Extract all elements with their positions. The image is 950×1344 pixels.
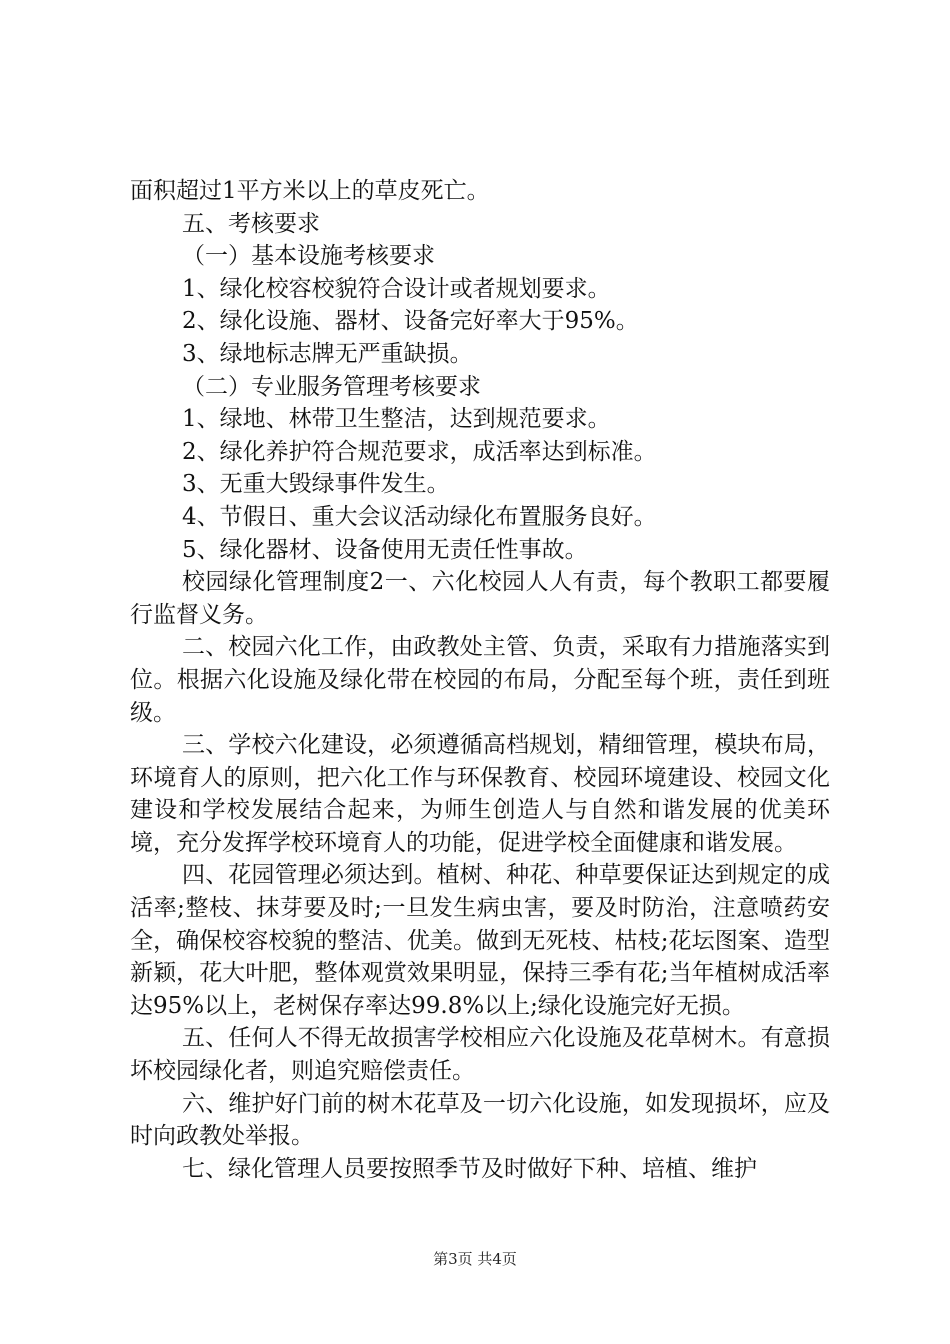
paragraph: 五、考核要求 [182, 210, 320, 237]
paragraph: 3、无重大毁绿事件发生。 [182, 471, 450, 498]
paragraph: 三、学校六化建设，必须遵循高档规划，精细管理，模块布局，环境育人的原则，把六化工作与环保教育、校园环境建设、校园文化建设和学校发展结合起来，为师生创造人与自然和谐发展的优美环境，充分发挥学校环境育人的功能，促进学校全面健康和谐发展。 [130, 732, 830, 856]
document-body [130, 175, 830, 1185]
paragraph: 1、绿化校容校貌符合设计或者规划要求。 [182, 275, 611, 302]
paragraph: 2、绿化养护符合规范要求，成活率达到标准。 [182, 438, 657, 465]
paragraph: 3、绿地标志牌无严重缺损。 [182, 340, 473, 367]
paragraph: 5、绿化器材、设备使用无责任性事故。 [182, 536, 588, 563]
paragraph: 2、绿化设施、器材、设备完好率大于95%。 [182, 308, 639, 335]
paragraph: （二）专业服务管理考核要求 [182, 373, 481, 400]
paragraph: 七、绿化管理人员要按照季节及时做好下种、培植、维护 [182, 1155, 757, 1182]
paragraph: （一）基本设施考核要求 [182, 243, 435, 270]
paragraph: 4、节假日、重大会议活动绿化布置服务良好。 [182, 503, 657, 530]
paragraph: 面积超过1平方米以上的草皮死亡。 [130, 178, 490, 204]
paragraph: 四、花园管理必须达到。植树、种花、种草要保证达到规定的成活率;整枝、抹芽要及时;一旦发生病虫害，要及时防治，注意喷药安全，确保校容校貌的整洁、优美。做到无死枝、枯枝;花坛图案、造型新颖，花大叶肥，整体观赏效果明显，保持三季有花;当年植树成活率达95%以上，老树保存率达99.8%以上;绿化设施完好无损。 [130, 862, 830, 1019]
paragraph: 五、任何人不得无故损害学校相应六化设施及花草树木。有意损坏校园绿化者，则追究赔偿责任。 [130, 1025, 830, 1085]
paragraph: 校园绿化管理制度2一、六化校园人人有责，每个教职工都要履行监督义务。 [130, 569, 830, 628]
paragraph: 1、绿地、林带卫生整洁，达到规范要求。 [182, 406, 611, 433]
paragraph: 六、维护好门前的树木花草及一切六化设施，如发现损坏，应及时向政教处举报。 [130, 1090, 830, 1150]
page-footer: 第3页 共4页 [433, 1250, 517, 1268]
paragraph: 二、校园六化工作，由政教处主管、负责，采取有力措施落实到位。根据六化设施及绿化带在校园的布局，分配至每个班，责任到班级。 [130, 634, 830, 726]
